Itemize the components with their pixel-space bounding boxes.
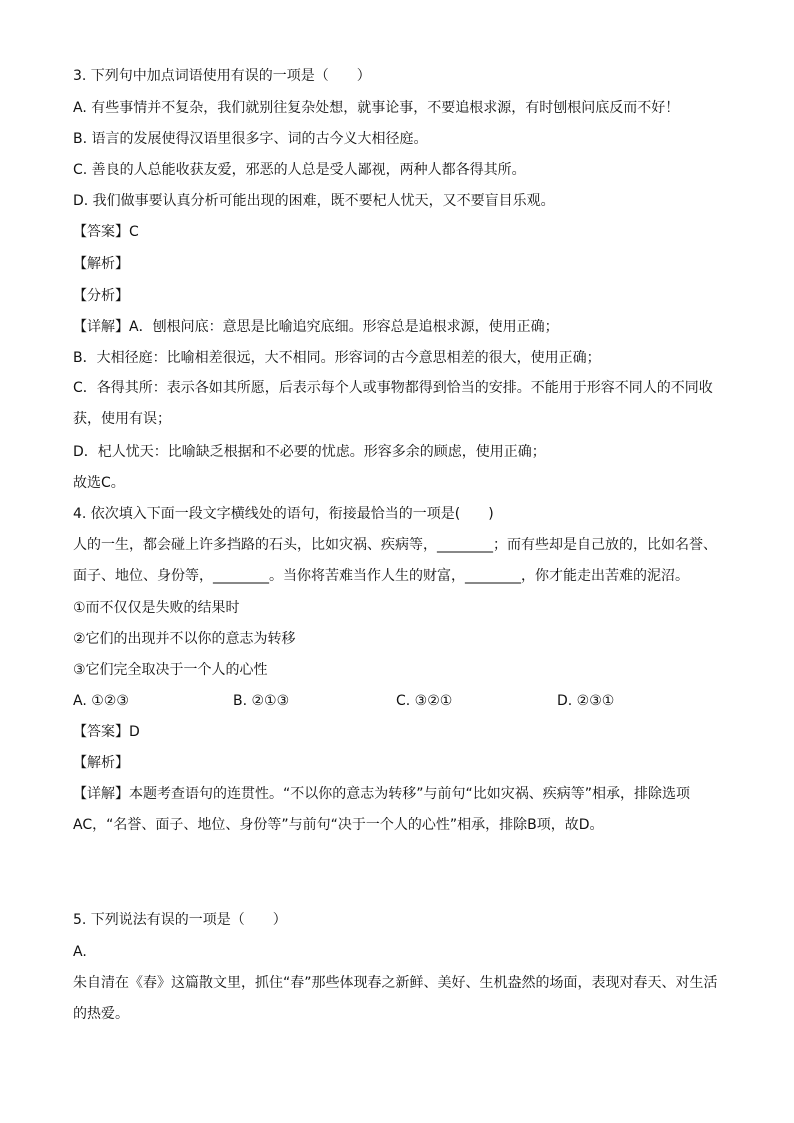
q3-detail-d: D．杞人忧天：比喻缺乏根据和不必要的忧虑。形容多余的顾虑，使用正确； [73, 444, 546, 460]
q3-option-d: D. 我们做事要认真分析可能出现的困难，既不要杞人忧天，又不要盲目乐观。 [73, 193, 555, 209]
q3-jiexi-heading: 【解析】 [73, 256, 129, 272]
q5-option-a-label: A. [73, 944, 87, 960]
q4-stem: 4. 依次填入下面一段文字横线处的语句，衔接最恰当的一项是( ) [73, 506, 494, 522]
q4-option-b: B. ②①③ [233, 693, 290, 709]
q4-detail: 【详解】本题考查语句的连贯性。“不以你的意志为转移”与前句“比如灾祸、疾病等”相承，排除选项AC，“名誉、面子、地位、身份等”与前句“决于一个人的心性”相承，排除B项，故D。 [73, 786, 691, 833]
q4-jiexi-heading: 【解析】 [73, 755, 129, 771]
q5-option-a-text: 朱自清在《春》这篇散文里，抓住“春”那些体现春之新鲜、美好、生机盎然的场面，表现对春天、对生活的热爱。 [73, 975, 718, 1022]
q5-stem: 5. 下列说法有误的一项是（ ） [73, 912, 287, 928]
q3-stem: 3. 下列句中加点词语使用有误的一项是（ ） [73, 68, 371, 84]
q4-item-1: ①而不仅仅是失败的结果时 [73, 600, 240, 616]
q3-conclusion: 故选C。 [73, 475, 125, 491]
q4-option-d: D. ②③① [557, 693, 615, 709]
q4-option-a: A. ①②③ [73, 693, 129, 709]
q3-detail-c: C．各得其所：表示各如其所愿，后表示每个人或事物都得到恰当的安排。不能用于形容不同人的不同收获，使用有误； [73, 380, 713, 427]
q3-option-b: B. 语言的发展使得汉语里很多字、词的古今义大相径庭。 [73, 131, 428, 147]
q4-answer: 【答案】D [73, 724, 140, 740]
q4-option-c: C. ③②① [396, 693, 453, 709]
q3-option-c: C. 善良的人总能收获友爱，邪恶的人总是受人鄙视，两种人都各得其所。 [73, 162, 526, 178]
q4-passage: 人的一生，都会碰上许多挡路的石头，比如灾祸、疾病等，________；而有些却是自己放的，比如名誉、面子、地位、身份等，________。当你将苦难当作人生的财富，________，你才能走出苦难的泥沼。 [73, 537, 717, 584]
q4-item-3: ③它们完全取决于一个人的心性 [73, 662, 268, 678]
q3-fenxi-heading: 【分析】 [73, 288, 129, 304]
q3-detail-b: B．大相径庭：比喻相差很远，大不相同。形容词的古今意思相差的很大，使用正确； [73, 350, 601, 366]
q3-detail-a: 【详解】A．刨根问底：意思是比喻追究底细。形容总是追根求源，使用正确； [73, 319, 559, 335]
q3-answer: 【答案】C [73, 224, 139, 240]
q3-option-a: A. 有些事情并不复杂，我们就别往复杂处想，就事论事，不要追根求源，有时刨根问底反而不好！ [73, 100, 680, 116]
q4-item-2: ②它们的出现并不以你的意志为转移 [73, 631, 296, 647]
